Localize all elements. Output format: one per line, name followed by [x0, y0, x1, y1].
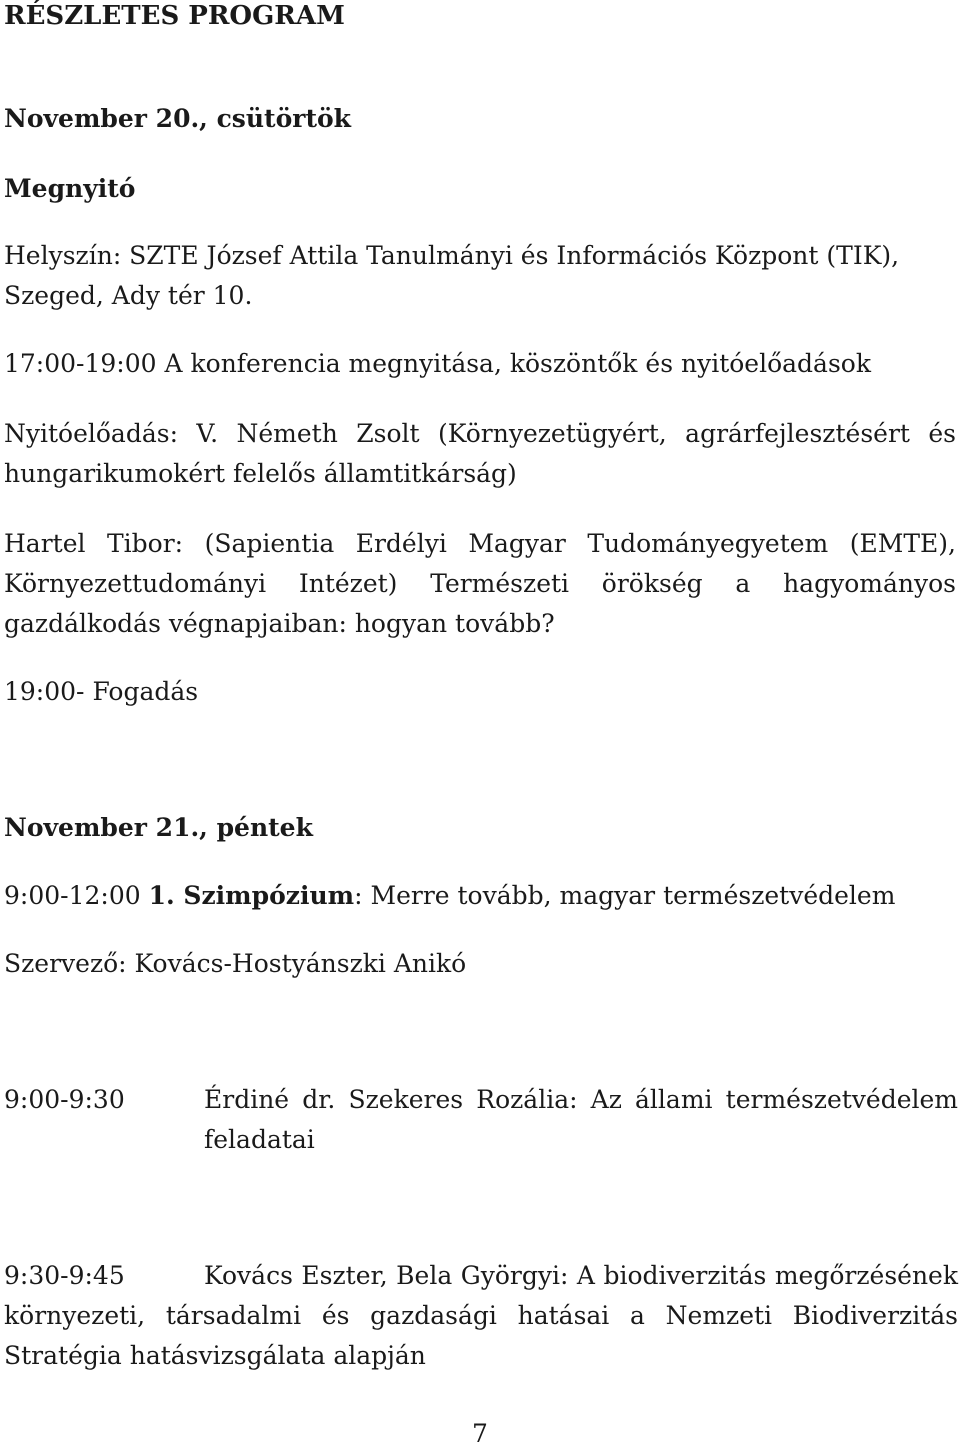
- symposium-line: [4, 876, 956, 916]
- opening-time: 17:00-19:00: [4, 349, 157, 378]
- symposium-time: 9:00-12:00: [4, 881, 141, 910]
- talk-time: 9:00-9:30: [4, 1085, 125, 1114]
- opening-session: [4, 344, 956, 384]
- symposium-title: Merre tovább, magyar természetvédelem: [370, 881, 896, 910]
- keynote-2: Hartel Tibor: (Sapientia Erdélyi Magyar Tudományegyetem (EMTE), Környezettudományi Intézet) Természeti örökség a hagyományos gazdálkodás végnapjaiban: hogyan tovább?: [4, 529, 956, 638]
- reception: [4, 672, 956, 712]
- reception-text: Fogadás: [92, 677, 199, 706]
- symposium-colon: :: [354, 881, 363, 910]
- talk-row: [4, 1080, 958, 1160]
- talk-text: Érdiné dr. Szekeres Rozália: Az állami természetvédelem feladatai: [204, 1085, 958, 1154]
- section-title-opening: Megnyitó: [4, 174, 136, 203]
- reception-time: 19:00-: [4, 677, 85, 706]
- day1-date: November 20., csütörtök: [4, 104, 351, 133]
- venue-line-1: Helyszín: SZTE József Attila Tanulmányi és Információs Központ (TIK),: [4, 241, 900, 270]
- talk-row: [4, 1256, 958, 1376]
- venue-line-2: Szeged, Ady tér 10.: [4, 281, 253, 310]
- talk-time: 9:30-9:45: [4, 1261, 125, 1290]
- document-title: RÉSZLETES PROGRAM: [4, 1, 345, 31]
- organizer: Szervező: Kovács-Hostyánszki Anikó: [4, 949, 467, 978]
- symposium-label: 1. Szimpózium: [148, 881, 355, 910]
- opening-text: A konferencia megnyitása, köszöntők és nyitóelőadások: [164, 349, 871, 378]
- page-number: 7: [472, 1419, 488, 1448]
- venue: [4, 236, 956, 316]
- day2-date: November 21., péntek: [4, 813, 313, 842]
- keynote-1: Nyitóelőadás: V. Németh Zsolt (Környezetügyért, agrárfejlesztésért és hungarikumokért felelős államtitkárság): [4, 419, 956, 488]
- talk-text: Kovács Eszter, Bela Györgyi: A biodiverzitás megőrzésének környezeti, társadalmi és gazdasági hatásai a Nemzeti Biodiverzitás Stratégia hatásvizsgálata alapján: [4, 1261, 958, 1370]
